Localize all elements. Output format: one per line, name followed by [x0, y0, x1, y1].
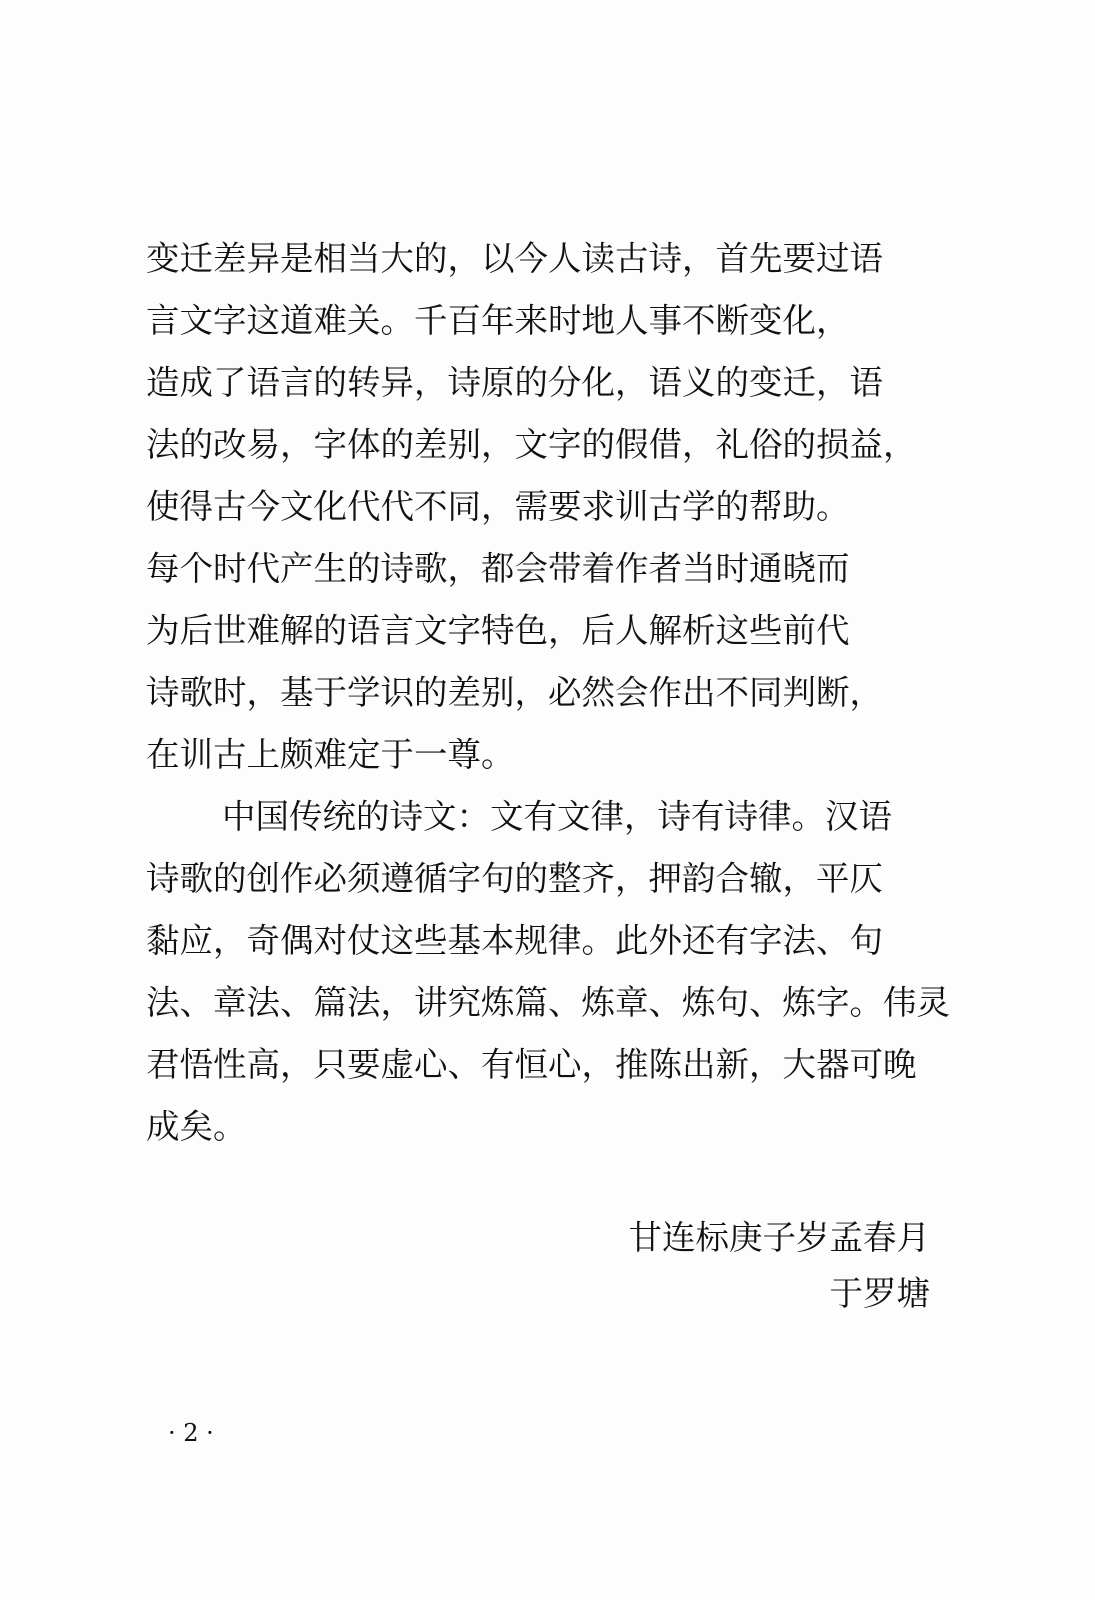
- body-text: [146, 228, 950, 1158]
- text-line: 变迁差异是相当大的，以今人读古诗，首先要过语: [146, 239, 883, 278]
- text-line: 黏应，奇偶对仗这些基本规律。此外还有字法、句: [146, 921, 883, 960]
- text-line: 造成了语言的转异，诗原的分化，语义的变迁，语: [146, 363, 883, 402]
- text-line: 法、章法、篇法，讲究炼篇、炼章、炼句、炼字。伟灵: [146, 983, 950, 1022]
- text-line: 诗歌时，基于学识的差别，必然会作出不同判断，: [146, 673, 883, 712]
- signature-block: [629, 1210, 931, 1322]
- text-line: 君悟性高，只要虚心、有恒心，推陈出新，大器可晚: [146, 1045, 917, 1084]
- signature-date: 甘连标庚子岁孟春月: [628, 1218, 930, 1257]
- text-line: 中国传统的诗文：文有文律，诗有诗律。汉语: [222, 797, 892, 836]
- text-line: 法的改易，字体的差别，文字的假借，礼俗的损益，: [146, 425, 917, 464]
- text-line: 为后世难解的语言文字特色，后人解析这些前代: [146, 611, 850, 650]
- text-line: 成矣。: [146, 1107, 247, 1146]
- signature-place: 于罗塘: [829, 1274, 930, 1313]
- text-line: 每个时代产生的诗歌，都会带着作者当时通晓而: [146, 549, 850, 588]
- text-line: 言文字这道难关。千百年来时地人事不断变化，: [146, 301, 850, 340]
- text-line: 诗歌的创作必须遵循字句的整齐，押韵合辙，平仄: [146, 859, 883, 898]
- page-number: · 2 ·: [168, 1419, 214, 1447]
- text-line: 在训古上颇难定于一尊。: [146, 735, 515, 774]
- text-line: 使得古今文化代代不同，需要求训古学的帮助。: [146, 487, 850, 526]
